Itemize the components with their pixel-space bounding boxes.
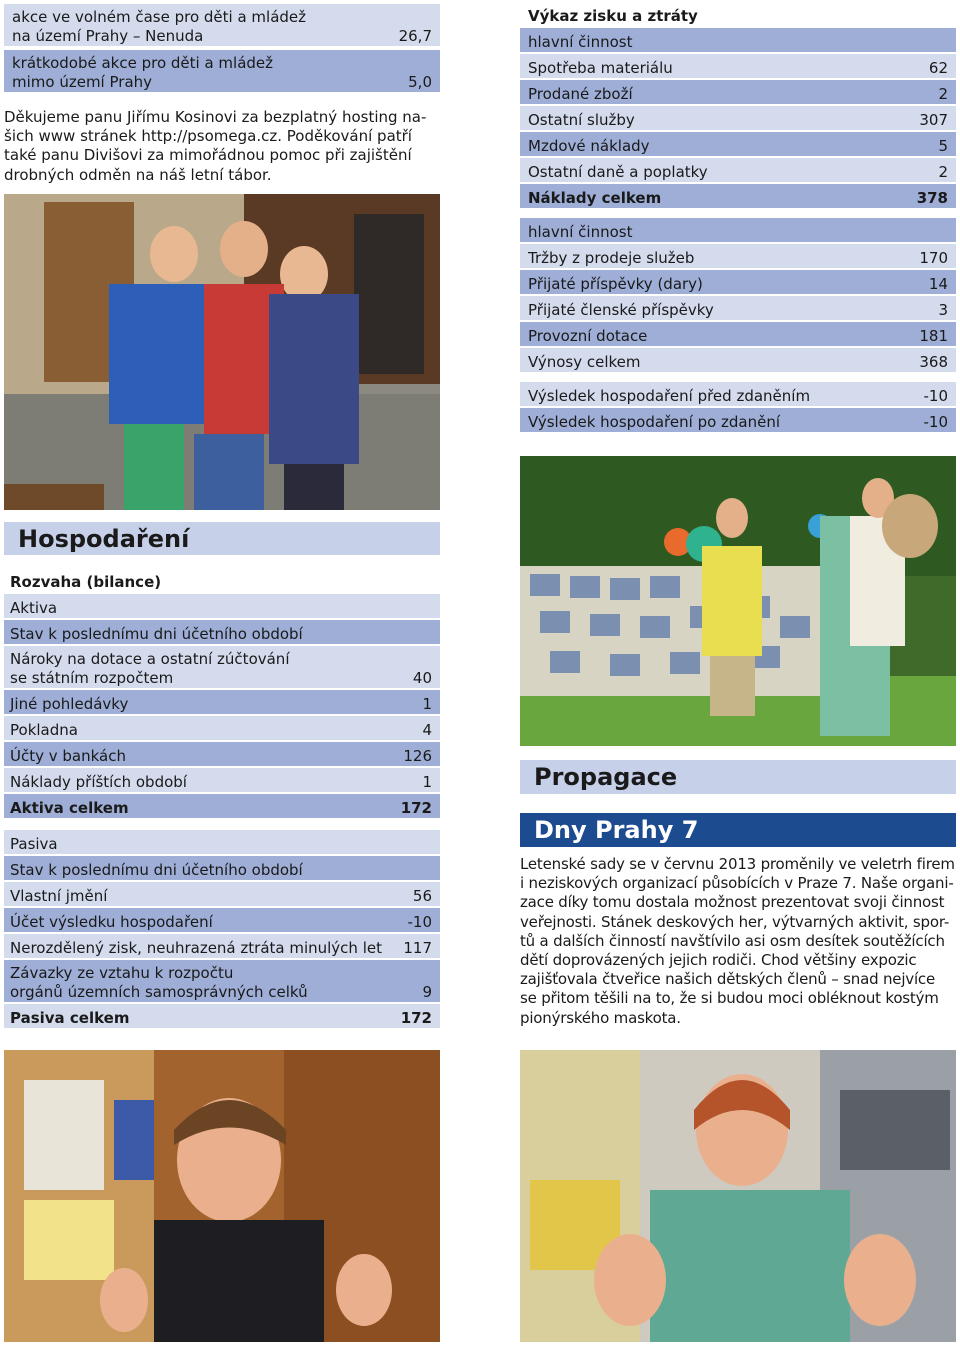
table-row — [4, 4, 440, 46]
table-row: Jiné pohledávky 1 — [4, 690, 440, 714]
photo-boys-hugging — [4, 194, 440, 510]
table-row: Nároky na dotace a ostatní zúčtování se státním rozpočtem 40 — [4, 646, 440, 688]
table-row: Tržby z prodeje služeb 170 — [520, 244, 956, 268]
table-row: Ostatní daně a poplatky 2 — [520, 158, 956, 182]
table-row: hlavní činnost — [520, 218, 956, 242]
table-row: Provozní dotace 181 — [520, 322, 956, 346]
table-row: Pasiva — [4, 830, 440, 854]
table-row: Aktiva — [4, 594, 440, 618]
table-row: Náklady příštích období 1 — [4, 768, 440, 792]
table-row: Prodané zboží 2 — [520, 80, 956, 104]
photo-laughing-boy — [4, 1050, 440, 1342]
table-row: Účty v bankách 126 — [4, 742, 440, 766]
rozvaha-subtitle: Rozvaha (bilance) — [10, 573, 162, 591]
table-row: Stav k poslednímu dni účetního období — [4, 856, 440, 880]
table-row: Závazky ze vztahu k rozpočtu orgánů územních samosprávných celků 9 — [4, 960, 440, 1002]
table-row: Spotřeba materiálu 62 — [520, 54, 956, 78]
row-label: krátkodobé akce pro děti a mládež mimo území Prahy — [12, 54, 274, 91]
table-row — [4, 50, 440, 92]
table-row: Mzdové náklady 5 — [520, 132, 956, 156]
top-left-table — [4, 4, 440, 92]
hospodareni-heading: Hospodaření — [4, 522, 440, 555]
vykaz-title: Výkaz zisku a ztráty — [528, 7, 698, 25]
table-row: Přijaté příspěvky (dary) 14 — [520, 270, 956, 294]
vykaz-table — [520, 0, 956, 432]
table-row: Výsledek hospodaření před zdaněním -10 — [520, 382, 956, 406]
dny-prahy-heading: Dny Prahy 7 — [520, 813, 956, 847]
table-row: Stav k poslednímu dni účetního období — [4, 620, 440, 644]
table-row-total: Náklady celkem 378 — [520, 184, 956, 208]
row-value: 5,0 — [408, 73, 432, 91]
table-row: hlavní činnost — [520, 28, 956, 52]
photo-girl-costume — [520, 1050, 956, 1342]
table-row: Přijaté členské příspěvky 3 — [520, 296, 956, 320]
table-row-total: Aktiva celkem 172 — [4, 794, 440, 818]
photo-stand-letna — [520, 456, 956, 746]
table-row: Pokladna 4 — [4, 716, 440, 740]
table-row: Účet výsledku hospodaření -10 — [4, 908, 440, 932]
row-label: akce ve volném čase pro děti a mládež na území Prahy – Nenuda — [12, 8, 307, 45]
table-row: Vlastní jmění 56 — [4, 882, 440, 906]
table-row-total: Pasiva celkem 172 — [4, 1004, 440, 1028]
table-row: Nerozdělený zisk, neuhrazená ztráta minulých let 117 — [4, 934, 440, 958]
rozvaha-table — [4, 566, 440, 1028]
thanks-paragraph: Děkujeme panu Jiřímu Kosinovi za bezplatný hosting na- šich www stránek http://psomega.cz. Poděkování patří také panu Divišovi za mimořádnou pomoc při zajištění drobných odměn na náš letní tábor. — [4, 108, 427, 184]
propagace-paragraph: Letenské sady se v červnu 2013 proměnily ve veletrh firem i neziskových organizací působících v Praze 7. Naše organi- zace díky tomu dostala možnost prezentovat svoji činnost veřejnosti. Stánek deskových her, výtvarných aktivit, spor- tů a dalších činností navštívilo asi osm desítek soutěžících dětí doprovázených jejich rodiči. Chod většiny expozic zajišťovala čtveřice našich dětských členů – snad nejvíce se přitom těšili na to, že si budou moci obléknout kostým pionýrského maskota. — [520, 855, 955, 1027]
propagace-heading: Propagace — [520, 760, 956, 794]
table-row-total: Výnosy celkem 368 — [520, 348, 956, 372]
row-value: 26,7 — [398, 27, 432, 45]
table-row: Výsledek hospodaření po zdanění -10 — [520, 408, 956, 432]
table-row: Ostatní služby 307 — [520, 106, 956, 130]
